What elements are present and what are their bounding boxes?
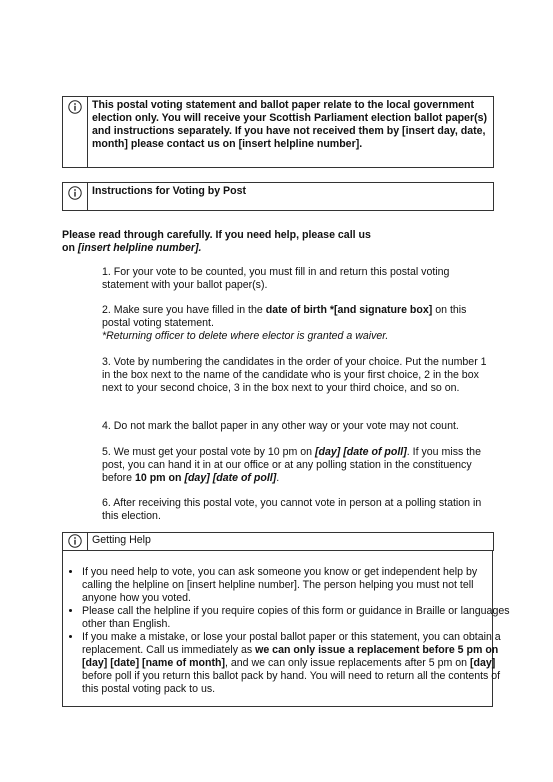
step-1: 1. For your vote to be counted, you must fill in and return this postal voting statement with your ballot paper(s). (102, 266, 450, 291)
info-icon (68, 186, 82, 200)
help-header-box (62, 532, 494, 551)
notice-box (62, 96, 494, 168)
intro-line-1: Please read through carefully. If you need help, please call us (62, 229, 371, 241)
help-icon-cell (63, 533, 88, 550)
help-bullet-3-middle: , and we can only issue replacements after 5 pm on (225, 657, 470, 669)
notice-text: This postal voting statement and ballot paper relate to the local government election only. You will receive your Scottish Parliament election ballot paper(s) and instructions separately. If you have not received them by [insert day, date, month] please contact us on [insert helpline number]. (92, 99, 488, 150)
notice-icon-cell (63, 97, 88, 167)
help-frame-bottom (62, 706, 492, 707)
step-2-bold: date of birth *[and signature box] (265, 304, 433, 316)
info-icon (68, 100, 82, 114)
info-icon (68, 534, 82, 548)
help-bullet-list (62, 566, 510, 696)
step-2-suffix: on this postal voting statement. (102, 304, 467, 329)
help-bullet-3-bold: we can only issue a replacement before 5 pm on [day] [date] [name of month] (82, 644, 499, 669)
help-bullet-3-bold-2: [day] (469, 657, 496, 669)
helpline-placeholder: [insert helpline number]. (77, 242, 202, 254)
help-title: Getting Help (92, 534, 151, 546)
intro-text (62, 229, 492, 255)
step-2-prefix: 2. Make sure you have filled in the (102, 304, 266, 316)
help-bullet-3-suffix: before poll if you return this ballot pack by hand. You will need to return all the contents of this postal voting pack to us. (82, 670, 501, 695)
intro-line-2 (62, 242, 492, 255)
help-bullet-1: • If you need help to vote, you can ask someone you know or get independent help by calling the helpline on [insert helpline number]. The person helping you must not tell anyone how you voted. (82, 566, 510, 605)
step-3: 3. Vote by numbering the candidates in the order of your choice. Put the number 1 in the box next to the name of the candidate who is your first choice, 2 in the box next to your second choice, 3 in the box next to your third choice, and so on. (102, 356, 487, 394)
step-5-date-placeholder: [day] [date of poll] (314, 446, 407, 458)
step-2-note: *Returning officer to delete where elector is granted a waiver. (102, 330, 389, 342)
intro-line-2-prefix: on (62, 242, 78, 254)
instructions-header-box (62, 182, 494, 211)
step-2 (102, 304, 490, 343)
step-5-date-placeholder-2: [day] [date of poll] (184, 472, 277, 484)
step-5-deadline: 10 pm on (134, 472, 185, 484)
instructions-icon-cell (63, 183, 88, 210)
step-4: 4. Do not mark the ballot paper in any other way or your vote may not count. (102, 420, 459, 432)
help-bullet-3 (82, 631, 510, 696)
help-bullet-3-prefix: If you make a mistake, or lose your postal ballot paper or this statement, you can obtain a replacement. Call us immediately as (82, 631, 501, 656)
step-6: 6. After receiving this postal vote, you cannot vote in person at a polling station in this election. (102, 497, 482, 522)
step-5-prefix: 5. We must get your postal vote by 10 pm on (102, 446, 315, 458)
instructions-title: Instructions for Voting by Post (92, 185, 247, 197)
help-bullet-2: • Please call the helpline if you require copies of this form or guidance in Braille or languages other than English. (82, 605, 510, 631)
step-5-middle: . If you miss the post, you can hand it in at our office or at any polling station in the constituency before (102, 446, 481, 484)
step-5 (102, 446, 490, 485)
step-5-end: . (276, 472, 280, 484)
